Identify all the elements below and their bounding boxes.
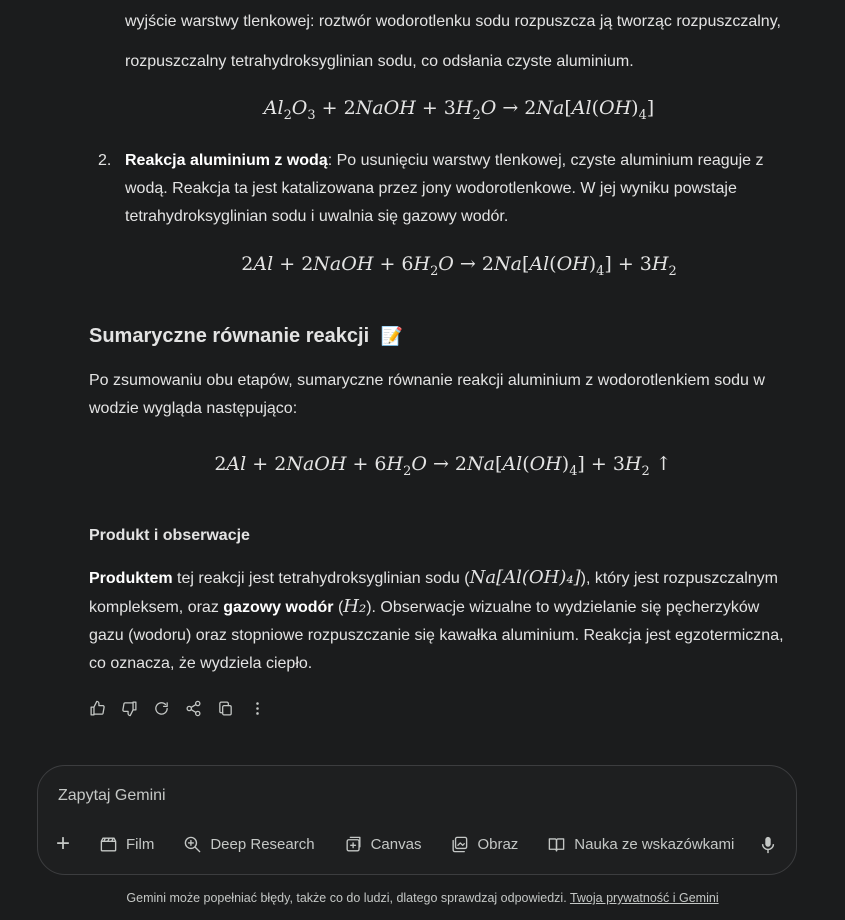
privacy-link[interactable]: Twoja prywatność i Gemini	[569, 891, 719, 905]
prompt-input[interactable]: Zapytaj Gemini	[58, 787, 166, 804]
summary-heading: Sumaryczne równanie reakcji 📝	[89, 325, 404, 347]
summary-text: Po zsumowaniu obu etapów, sumaryczne równanie reakcji aluminium z wodorotlenkiem sodu w wodzie wygląda następująco:	[89, 372, 765, 417]
disclaimer: Gemini może popełniać błędy, także co do ludzi, dlatego sprawdzaj odpowiedzi. Twoja prywatność i Gemini	[126, 891, 719, 905]
add-icon[interactable]: +	[56, 830, 71, 857]
product-text: Produktem tej reakcji jest tetrahydroksyglinian sodu (Na[Al(OH)₄]), który jest rozpuszczalnym kompleksem, oraz gazowy wodór (H₂). Obserwacje wizualne to wydzielanie się pęcherzyków gazu (wodoru) oraz stopniowe rozpuszczanie się kawałka aluminium. Reakcja jest egzotermiczna, co oznacza, że wydziela ciepło.	[89, 567, 784, 672]
memo-icon: 📝	[380, 326, 404, 346]
prompt-box	[37, 765, 797, 875]
thumbs-up-icon[interactable]	[88, 698, 106, 718]
microphone-icon[interactable]	[760, 836, 776, 859]
more-options-icon[interactable]	[248, 698, 266, 718]
tool-canvas[interactable]: Canvas	[344, 835, 422, 854]
tool-obraz[interactable]: Obraz	[450, 835, 518, 854]
tool-film[interactable]: Film	[99, 835, 154, 854]
copy-icon[interactable]	[216, 698, 234, 718]
partial-top-line: wyjście warstwy tlenkowej: roztwór wodorotlenku sodu rozpuszcza ją tworząc rozpuszczalny,	[125, 13, 781, 30]
tool-bar	[56, 830, 763, 857]
image-icon	[450, 835, 469, 854]
share-icon[interactable]	[184, 698, 202, 718]
deep-research-icon	[183, 835, 202, 854]
book-icon	[547, 835, 566, 854]
response-actions	[88, 698, 266, 718]
film-icon	[99, 835, 118, 854]
regenerate-icon[interactable]	[152, 698, 170, 718]
tool-deep-research[interactable]: Deep Research	[183, 835, 314, 854]
product-heading: Produkt i obserwacje	[89, 527, 250, 544]
step2-number: 2.	[98, 152, 112, 169]
canvas-icon	[344, 835, 363, 854]
thumbs-down-icon[interactable]	[120, 698, 138, 718]
equation-1: $Al_2O_3$ + 2NaOH + $3H_2O \to 2Na[Al(OH)_4]$	[263, 97, 655, 123]
equation-3: 2Al + 2NaOH + $6H_2O \to 2Na[Al(OH)_4] + 3H_2$ ↑	[214, 453, 672, 479]
step2-title: Reakcja aluminium z wodą	[125, 152, 328, 169]
tool-guided-learning[interactable]: Nauka ze wskazówkami	[547, 835, 734, 854]
step1-text-end: rozpuszczalny tetrahydroksyglinian sodu, co odsłania czyste aluminium.	[125, 53, 634, 70]
step2-text: Reakcja aluminium z wodą: Po usunięciu warstwy tlenkowej, czyste aluminium reaguje z wodą. Reakcja ta jest katalizowana przez jony wodorotlenkowe. W jej wyniku powstaje tetrahydroksyglinian sodu i uwalnia się gazowy wodór.	[125, 152, 764, 225]
equation-2: 2Al + 2NaOH + $6H_2O \to 2Na[Al(OH)_4] + 3H_2$	[241, 253, 677, 279]
